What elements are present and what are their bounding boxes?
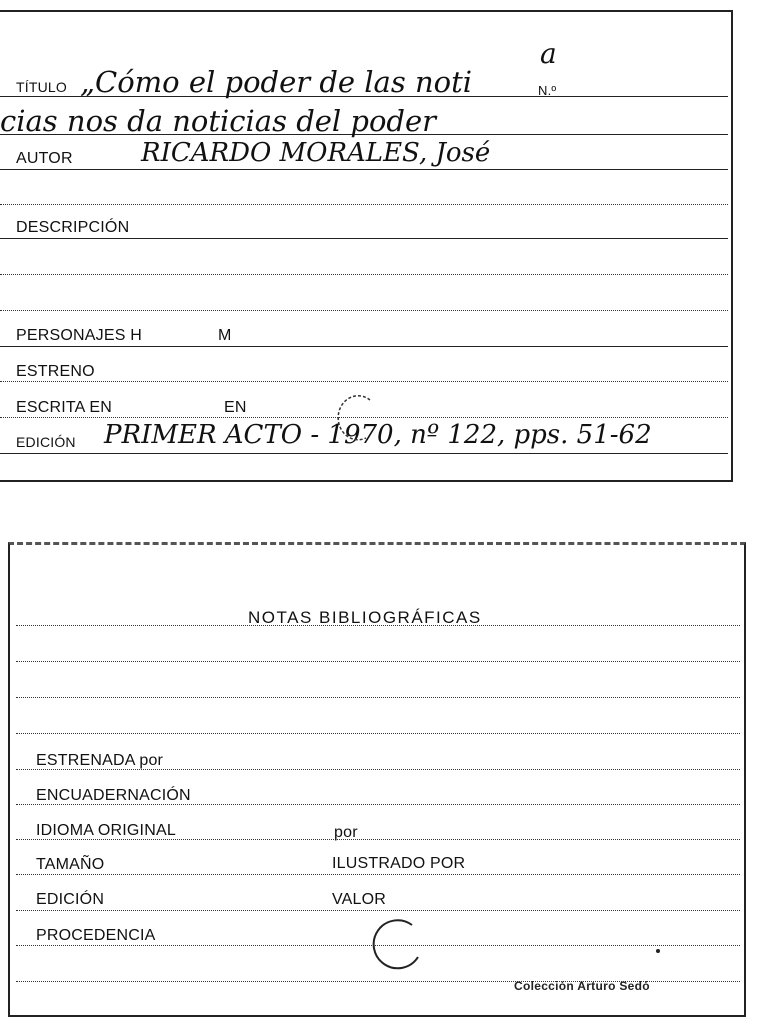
rule-idioma xyxy=(16,839,740,840)
rule-blank-2 xyxy=(0,274,728,275)
rule-autor xyxy=(0,169,728,170)
autor-handwritten-value: RICARDO MORALES, José xyxy=(141,138,491,168)
tamano-label: TAMAÑO xyxy=(36,856,105,873)
rule-encuadernacion xyxy=(16,804,740,805)
titulo-handwritten-line1: „Cómo el poder de las noti xyxy=(80,65,473,99)
idioma-original-label: IDIOMA ORIGINAL xyxy=(36,822,176,839)
valor-label: VALOR xyxy=(332,891,387,908)
rule-notas-4 xyxy=(16,733,740,734)
rule-edicion xyxy=(0,453,728,454)
titulo-label: TÍTULO xyxy=(16,79,67,95)
rule-descripcion xyxy=(0,238,728,239)
rule-notas-2 xyxy=(16,661,740,662)
en-label: EN xyxy=(224,399,247,416)
encuadernacion-label: ENCUADERNACIÓN xyxy=(36,787,191,804)
rule-tamano xyxy=(16,874,740,875)
rule-estreno xyxy=(0,381,728,382)
rule-edicion-back xyxy=(16,910,740,911)
edicion-label: EDICIÓN xyxy=(16,434,76,450)
procedencia-label: PROCEDENCIA xyxy=(36,927,156,944)
edicion-handwritten-value: PRIMER ACTO - 1970, nº 122, pps. 51-62 xyxy=(104,420,652,450)
rule-estrenada xyxy=(16,769,740,770)
edicion-back-label: EDICIÓN xyxy=(36,891,105,908)
ilustrado-por-label: ILUSTRADO POR xyxy=(332,855,466,872)
por-label: por xyxy=(334,824,358,841)
rule-blank-3 xyxy=(0,310,728,311)
estrenada-label: ESTRENADA por xyxy=(36,752,164,769)
personajes-m-label: M xyxy=(218,327,232,344)
catalog-card-back xyxy=(8,542,746,1017)
autor-label: AUTOR xyxy=(16,150,73,167)
titulo-handwritten-line2: cias nos da noticias del poder xyxy=(0,104,437,138)
collection-caption: Colección Arturo Sedó xyxy=(514,979,650,993)
rule-notas-1 xyxy=(16,625,740,626)
descripcion-label: DESCRIPCIÓN xyxy=(16,219,130,236)
rule-blank-1 xyxy=(0,204,728,205)
stamp-mark-icon xyxy=(336,394,380,444)
ink-speck xyxy=(656,949,660,953)
titulo-superscript: a xyxy=(540,37,557,70)
rule-notas-3 xyxy=(16,697,740,698)
escrita-en-label: ESCRITA EN xyxy=(16,399,112,416)
rule-personajes xyxy=(0,346,728,347)
circular-stamp-icon xyxy=(366,917,426,975)
estreno-label: ESTRENO xyxy=(16,363,95,380)
numero-label: N.º xyxy=(538,83,557,98)
notas-heading: NOTAS BIBLIOGRÁFICAS xyxy=(248,608,482,627)
personajes-label: PERSONAJES H xyxy=(16,327,142,344)
catalog-card-front xyxy=(0,10,733,482)
